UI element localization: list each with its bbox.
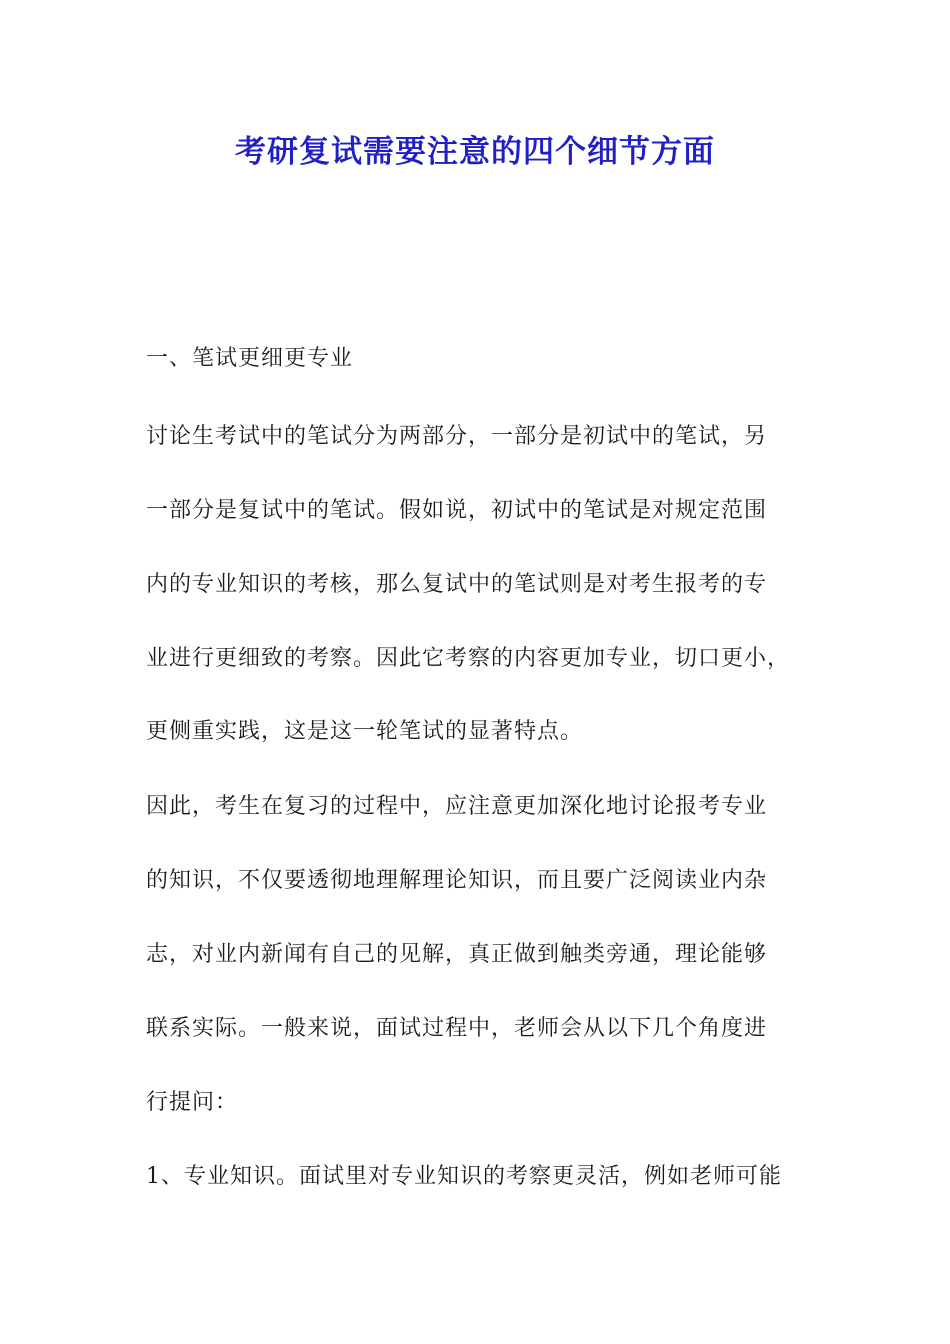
document-title: 考研复试需要注意的四个细节方面: [235, 134, 715, 170]
paragraph-line: 因此，考生在复习的过程中，应注意更加深化地讨论报考专业: [146, 794, 768, 819]
paragraph-line: 的知识，不仅要透彻地理解理论知识，而且要广泛阅读业内杂: [146, 868, 768, 893]
paragraph-line: 一部分是复试中的笔试。假如说，初试中的笔试是对规定范围: [146, 498, 768, 523]
paragraph-line: 志，对业内新闻有自己的见解，真正做到触类旁通，理论能够: [146, 942, 768, 967]
paragraph-line: 讨论生考试中的笔试分为两部分，一部分是初试中的笔试，另: [146, 424, 768, 449]
paragraph-line: 联系实际。一般来说，面试过程中，老师会从以下几个角度进: [146, 1016, 768, 1041]
paragraph-line: 更侧重实践，这是这一轮笔试的显著特点。: [146, 719, 584, 744]
paragraph-line: 内的专业知识的考核，那么复试中的笔试则是对考生报考的专: [146, 572, 768, 597]
list-item-line: 1、专业知识。面试里对专业知识的考察更灵活，例如老师可能: [146, 1164, 782, 1189]
paragraph-line: 行提问：: [146, 1090, 239, 1115]
section-heading: 一、笔试更细更专业: [146, 346, 354, 371]
paragraph-line: 业进行更细致的考察。因此它考察的内容更加专业，切口更小，: [146, 646, 791, 671]
